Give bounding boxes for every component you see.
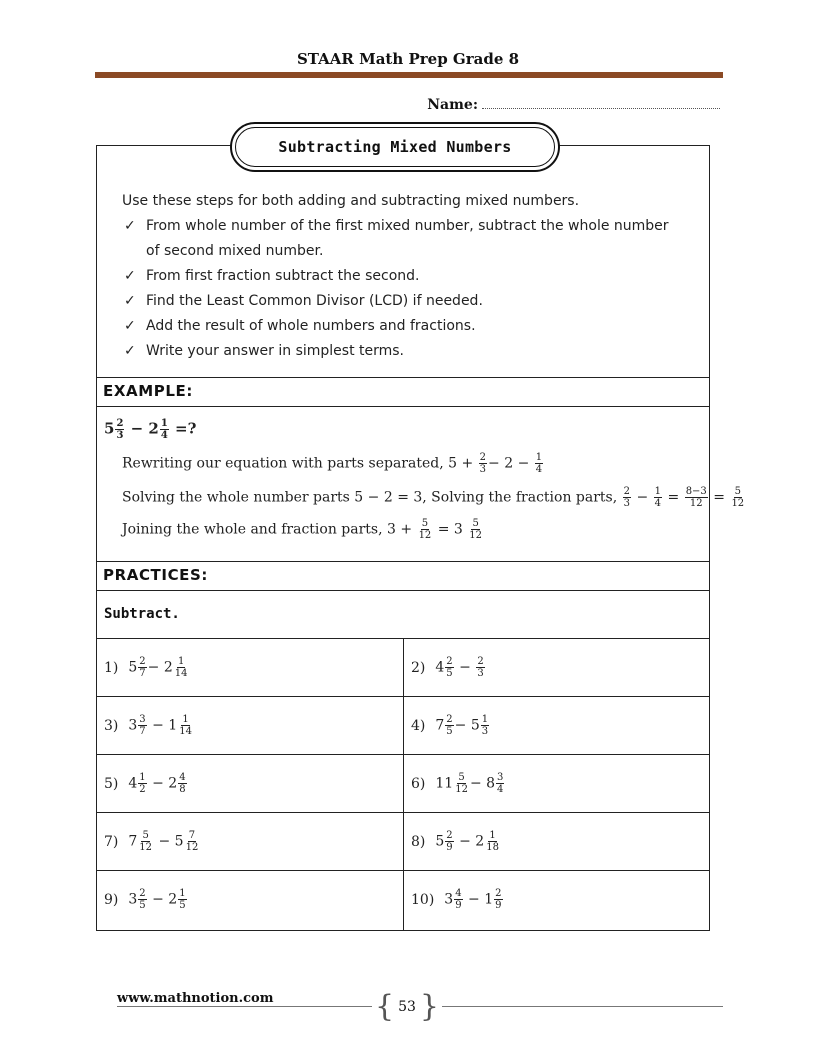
check-mark-icon: ✓ xyxy=(124,218,136,234)
step-item: ✓ Write your answer in simplest terms. xyxy=(122,339,707,364)
divider xyxy=(96,377,710,378)
example-step-2: Solving the whole number parts 5 − 2 = 3, Solving the fraction parts, $\frac{2}{3}$ − $\frac{1}{4}$ = $\frac{8-3}{12}$ = $\frac{5}{12}$ xyxy=(122,486,745,509)
problem-6: 6) 11 $\frac{5}{12}$ − 8 $\frac{3}{4}$ xyxy=(411,772,504,795)
step-item: ✓ From first fraction subtract the second. xyxy=(122,264,707,289)
example-step-3: Joining the whole and fraction parts, 3 + $\frac{5}{12}$ = 3 $\frac{5}{12}$ xyxy=(122,518,483,541)
problem-3: 3) 3 $\frac{3}{7}$ − 1 $\frac{1}{14}$ xyxy=(104,714,192,737)
example-label: EXAMPLE: xyxy=(103,382,193,400)
problem-9: 9) 3 $\frac{2}{5}$ − 2 $\frac{1}{5}$ xyxy=(104,888,186,911)
step-item: ✓ From whole number of the first mixed number, subtract the whole number xyxy=(122,214,707,239)
worksheet-title: Subtracting Mixed Numbers xyxy=(235,127,555,167)
name-blank-line[interactable] xyxy=(482,98,720,109)
problem-5: 5) 4 $\frac{1}{2}$ − 2 $\frac{4}{8}$ xyxy=(104,772,186,795)
practice-instruction: Subtract. xyxy=(104,606,180,622)
step-item-continued: of second mixed number. xyxy=(146,243,324,259)
divider xyxy=(96,561,710,562)
example-question: 5 $\frac{2}{3}$ − 2 $\frac{1}{4}$ =? xyxy=(104,418,197,441)
problem-10: 10) 3 $\frac{4}{9}$ − 1 $\frac{2}{9}$ xyxy=(411,888,502,911)
practices-label: PRACTICES: xyxy=(103,566,209,584)
footer-rule-right xyxy=(442,1006,723,1007)
right-brace-icon: } xyxy=(419,989,439,1024)
problem-2: 2) 4 $\frac{2}{5}$ − $\frac{2}{3}$ xyxy=(411,656,484,679)
page-header-title: STAAR Math Prep Grade 8 xyxy=(296,50,520,68)
check-mark-icon: ✓ xyxy=(124,268,136,284)
name-field[interactable] xyxy=(427,97,720,113)
problem-8: 8) 5 $\frac{2}{9}$ − 2 $\frac{1}{18}$ xyxy=(411,830,499,853)
check-mark-icon: ✓ xyxy=(124,343,136,359)
step-item: ✓ Find the Least Common Divisor (LCD) if needed. xyxy=(122,289,707,314)
steps-list xyxy=(122,214,707,364)
problem-7: 7) 7 $\frac{5}{12}$ − 5 $\frac{7}{12}$ xyxy=(104,830,199,853)
steps-section xyxy=(122,188,707,364)
footer-website-link[interactable]: www.mathnotion.com xyxy=(117,991,274,1006)
page-number: { 53 } xyxy=(375,989,439,1024)
worksheet-title-badge xyxy=(230,122,560,172)
divider xyxy=(96,590,710,591)
problem-1: 1) 5 $\frac{2}{7}$ − 2 $\frac{1}{14}$ xyxy=(104,656,188,679)
problem-4: 4) 7 $\frac{2}{5}$ − 5 $\frac{1}{3}$ xyxy=(411,714,489,737)
footer-rule-left xyxy=(117,1006,372,1007)
table-column-divider xyxy=(403,638,404,930)
check-mark-icon: ✓ xyxy=(124,293,136,309)
steps-intro: Use these steps for both adding and subtracting mixed numbers. xyxy=(122,193,580,209)
step-item: ✓ Add the result of whole numbers and fractions. xyxy=(122,314,707,339)
header-divider xyxy=(95,72,723,78)
name-label: Name: xyxy=(427,97,478,113)
check-mark-icon: ✓ xyxy=(124,318,136,334)
divider xyxy=(96,406,710,407)
left-brace-icon: { xyxy=(375,989,395,1024)
example-step-1: Rewriting our equation with parts separated, 5 + $\frac{2}{3}$ − 2 − $\frac{1}{4}$ xyxy=(122,452,543,475)
